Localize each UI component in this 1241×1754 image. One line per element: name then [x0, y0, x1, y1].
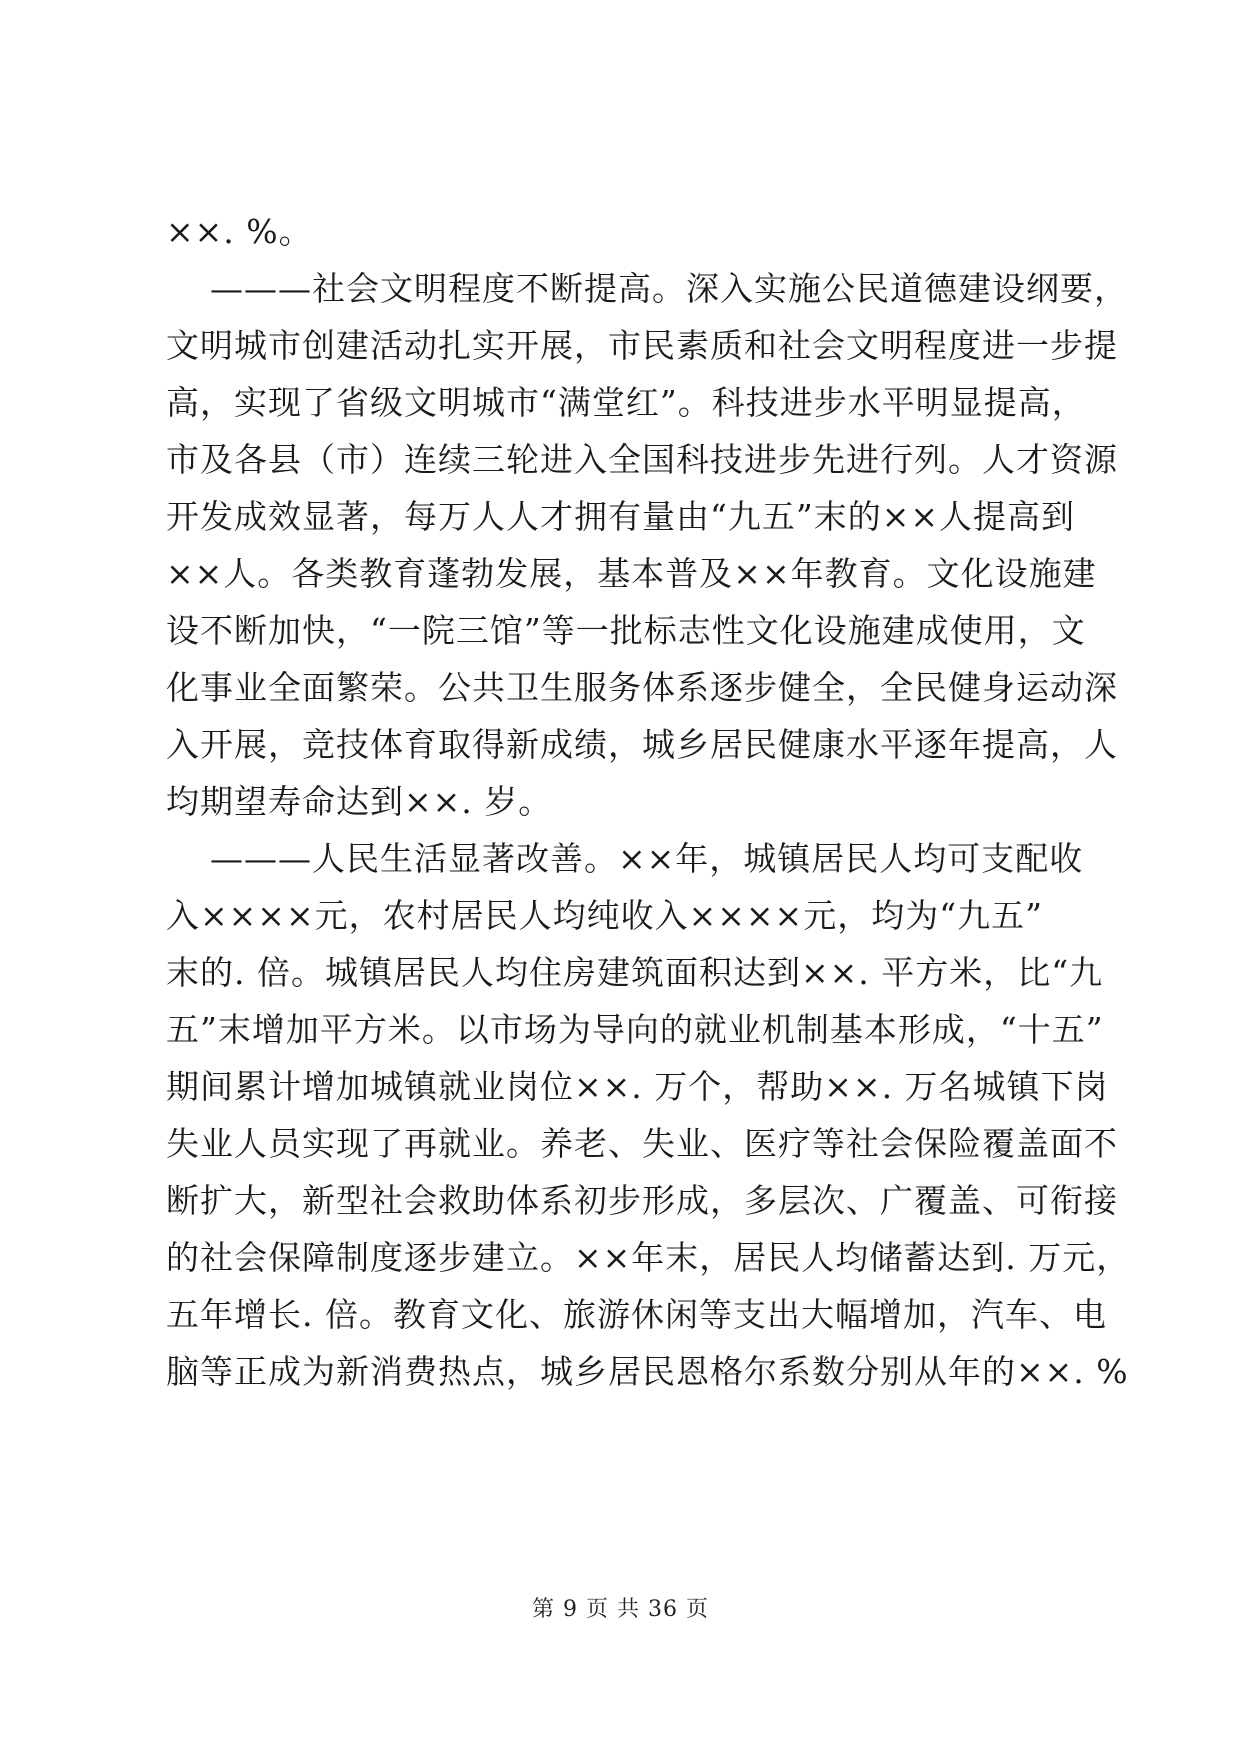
paragraph-start-line: ———人民生活显著改善。××年，城镇居民人均可支配收 — [210, 839, 1084, 878]
body-line: 文明城市创建活动扎实开展，市民素质和社会文明程度进一步提 — [166, 326, 1118, 365]
body-line: 化事业全面繁荣。公共卫生服务体系逐步健全，全民健身运动深 — [166, 668, 1118, 707]
body-line: 期间累计增加城镇就业岗位××. 万个，帮助××. 万名城镇下岗 — [166, 1067, 1109, 1106]
body-line: 设不断加快，“一院三馆”等一批标志性文化设施建成使用，文 — [166, 611, 1086, 650]
body-line: 断扩大，新型社会救助体系初步形成，多层次、广覆盖、可衔接 — [166, 1181, 1118, 1220]
body-line: ××. %。 — [166, 212, 313, 251]
body-line: ××人。各类教育蓬勃发展，基本普及××年教育。文化设施建 — [166, 554, 1097, 593]
body-line: 开发成效显著，每万人人才拥有量由“九五”末的××人提高到 — [166, 497, 1076, 536]
body-line: 入××××元，农村居民人均纯收入××××元，均为“九五” — [166, 896, 1043, 935]
body-line: 五”末增加平方米。以市场为导向的就业机制基本形成，“十五” — [166, 1010, 1104, 1049]
body-line: 失业人员实现了再就业。养老、失业、医疗等社会保险覆盖面不 — [166, 1124, 1118, 1163]
body-line: 五年增长. 倍。教育文化、旅游休闲等支出大幅增加，汽车、电 — [166, 1295, 1107, 1334]
body-line: 入开展，竞技体育取得新成绩，城乡居民健康水平逐年提高，人 — [166, 725, 1118, 764]
body-line: 市及各县（市）连续三轮进入全国科技进步先进行列。人才资源 — [166, 440, 1118, 479]
body-line: 脑等正成为新消费热点，城乡居民恩格尔系数分别从年的××. % — [166, 1352, 1129, 1391]
body-line: 均期望寿命达到××. 岁。 — [166, 782, 553, 821]
body-line: 末的. 倍。城镇居民人均住房建筑面积达到××. 平方米，比“九 — [166, 953, 1104, 992]
paragraph-start-line: ———社会文明程度不断提高。深入实施公民道德建设纲要， — [210, 269, 1128, 308]
body-line: 高，实现了省级文明城市“满堂红”。科技进步水平明显提高， — [166, 383, 1086, 422]
body-line: 的社会保障制度逐步建立。××年末，居民人均储蓄达到. 万元， — [166, 1238, 1131, 1277]
page-footer: 第 9 页 共 36 页 — [532, 1597, 709, 1622]
